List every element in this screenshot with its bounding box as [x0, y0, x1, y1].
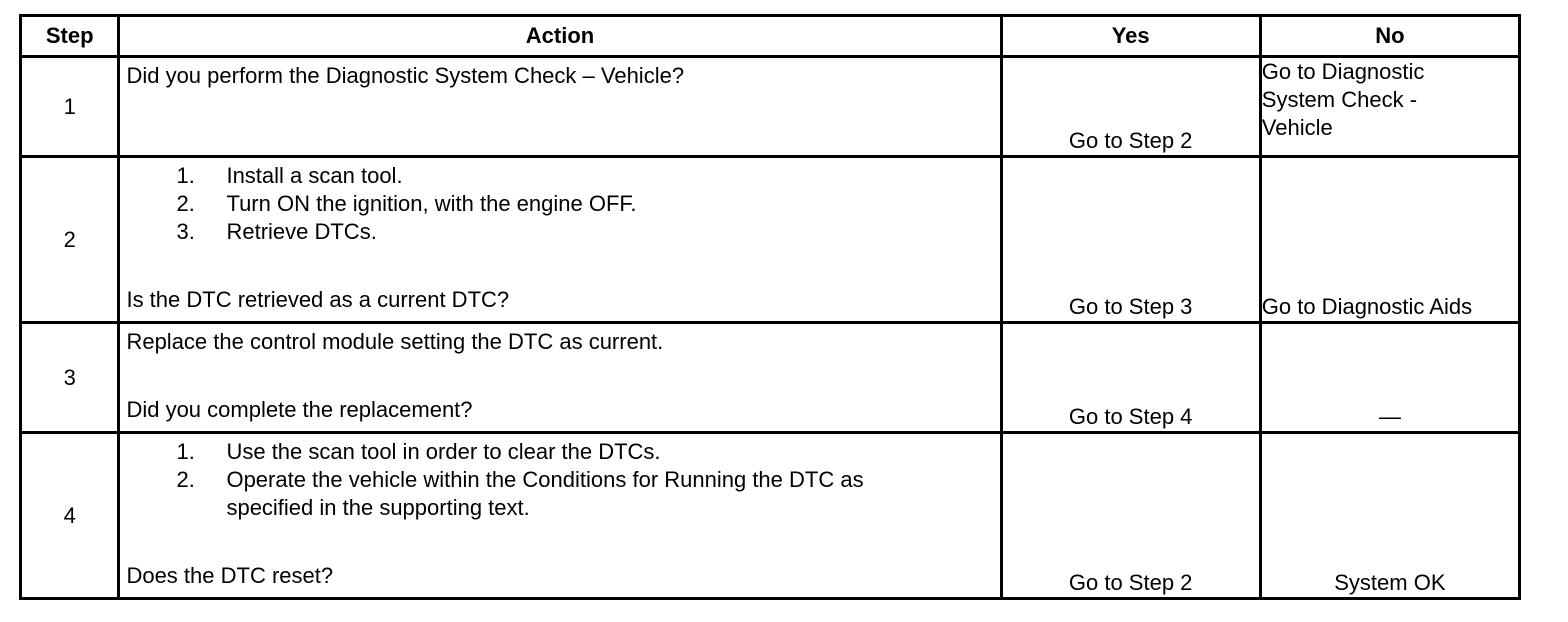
no-line: Vehicle	[1261, 115, 1333, 140]
action-text: Did you perform the Diagnostic System Check – Vehicle?	[126, 63, 685, 88]
list-number: 1.	[176, 439, 195, 464]
list-item	[126, 190, 993, 218]
action-text: Replace the control module setting the DTC as current.	[126, 329, 664, 354]
no-cell: —	[1260, 323, 1519, 433]
list-number: 1.	[176, 163, 195, 188]
step-number: 1	[21, 57, 119, 157]
step-number: 2	[21, 157, 119, 323]
yes-cell: Go to Step 3	[1001, 157, 1260, 323]
header-yes: Yes	[1001, 16, 1260, 57]
action-cell	[119, 433, 1001, 599]
list-item	[126, 438, 993, 466]
diagnostic-table	[19, 14, 1521, 600]
no-line: Go to Diagnostic	[1261, 59, 1425, 84]
header-action: Action	[119, 16, 1001, 57]
step-number: 4	[21, 433, 119, 599]
header-row	[21, 16, 1520, 57]
list-number: 2.	[176, 191, 195, 216]
no-line: System Check -	[1261, 87, 1418, 112]
list-text: Use the scan tool in order to clear the DTCs.	[226, 439, 661, 464]
yes-cell: Go to Step 2	[1001, 433, 1260, 599]
table-row	[21, 323, 1520, 433]
list-text: Retrieve DTCs.	[226, 219, 377, 244]
list-text: Turn ON the ignition, with the engine OFF.	[226, 191, 637, 216]
yes-cell: Go to Step 4	[1001, 323, 1260, 433]
step-number: 3	[21, 323, 119, 433]
list-number: 3.	[176, 219, 195, 244]
instruction-list	[126, 162, 993, 246]
action-cell	[119, 57, 1001, 157]
list-item	[126, 218, 993, 246]
instruction-list	[126, 438, 993, 522]
action-cell	[119, 323, 1001, 433]
no-cell: Go to Diagnostic Aids	[1260, 157, 1519, 323]
header-step: Step	[21, 16, 119, 57]
table-row	[21, 433, 1520, 599]
no-cell: System OK	[1260, 433, 1519, 599]
question-text: Is the DTC retrieved as a current DTC?	[126, 287, 510, 312]
no-cell	[1260, 57, 1519, 157]
list-item	[126, 466, 993, 522]
list-text: Operate the vehicle within the Conditions for Running the DTC as specified in the supporting text.	[226, 467, 864, 520]
action-cell	[119, 157, 1001, 323]
list-text: Install a scan tool.	[226, 163, 403, 188]
header-no: No	[1260, 16, 1519, 57]
question-text: Does the DTC reset?	[126, 563, 334, 588]
list-number: 2.	[176, 467, 195, 492]
list-item	[126, 162, 993, 190]
yes-cell: Go to Step 2	[1001, 57, 1260, 157]
table-row	[21, 57, 1520, 157]
table-row	[21, 157, 1520, 323]
question-text: Did you complete the replacement?	[126, 397, 473, 422]
